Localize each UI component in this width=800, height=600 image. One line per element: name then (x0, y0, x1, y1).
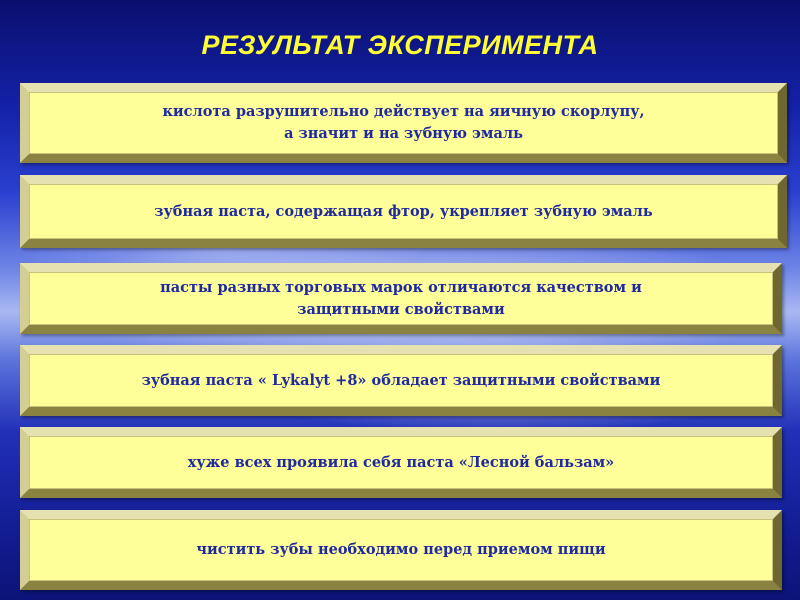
result-box-1 (20, 83, 787, 163)
slide-title: РЕЗУЛЬТАТ ЭКСПЕРИМЕНТА (201, 30, 599, 60)
result-box-3 (20, 263, 782, 334)
result-box-2-face (29, 184, 778, 239)
result-text-6: чистить зубы необходимо перед приемом пищи (196, 541, 606, 558)
result-text-5: хуже всех проявила себя паста «Лесной бальзам» (187, 453, 615, 471)
result-text-1: кислота разрушительно действует на яичную скорлупу, а значит и на зубную эмаль (162, 103, 645, 142)
result-text-3: пасты разных торговых марок отличаются качеством и защитными свойствами (160, 278, 642, 318)
result-box-1-face (29, 92, 778, 154)
result-box-2 (20, 175, 787, 248)
result-box-5 (20, 427, 782, 498)
result-text-2: зубная паста, содержащая фтор, укрепляет зубную эмаль (154, 202, 653, 220)
result-box-3-face (29, 272, 773, 325)
result-box-6-face (29, 519, 773, 581)
result-box-6 (20, 510, 782, 590)
result-box-4-face (29, 354, 773, 407)
result-box-4 (20, 345, 782, 416)
result-text-4: зубная паста « Lykalyt +8» обладает защитными свойствами (141, 371, 661, 389)
result-box-5-face (29, 436, 773, 489)
